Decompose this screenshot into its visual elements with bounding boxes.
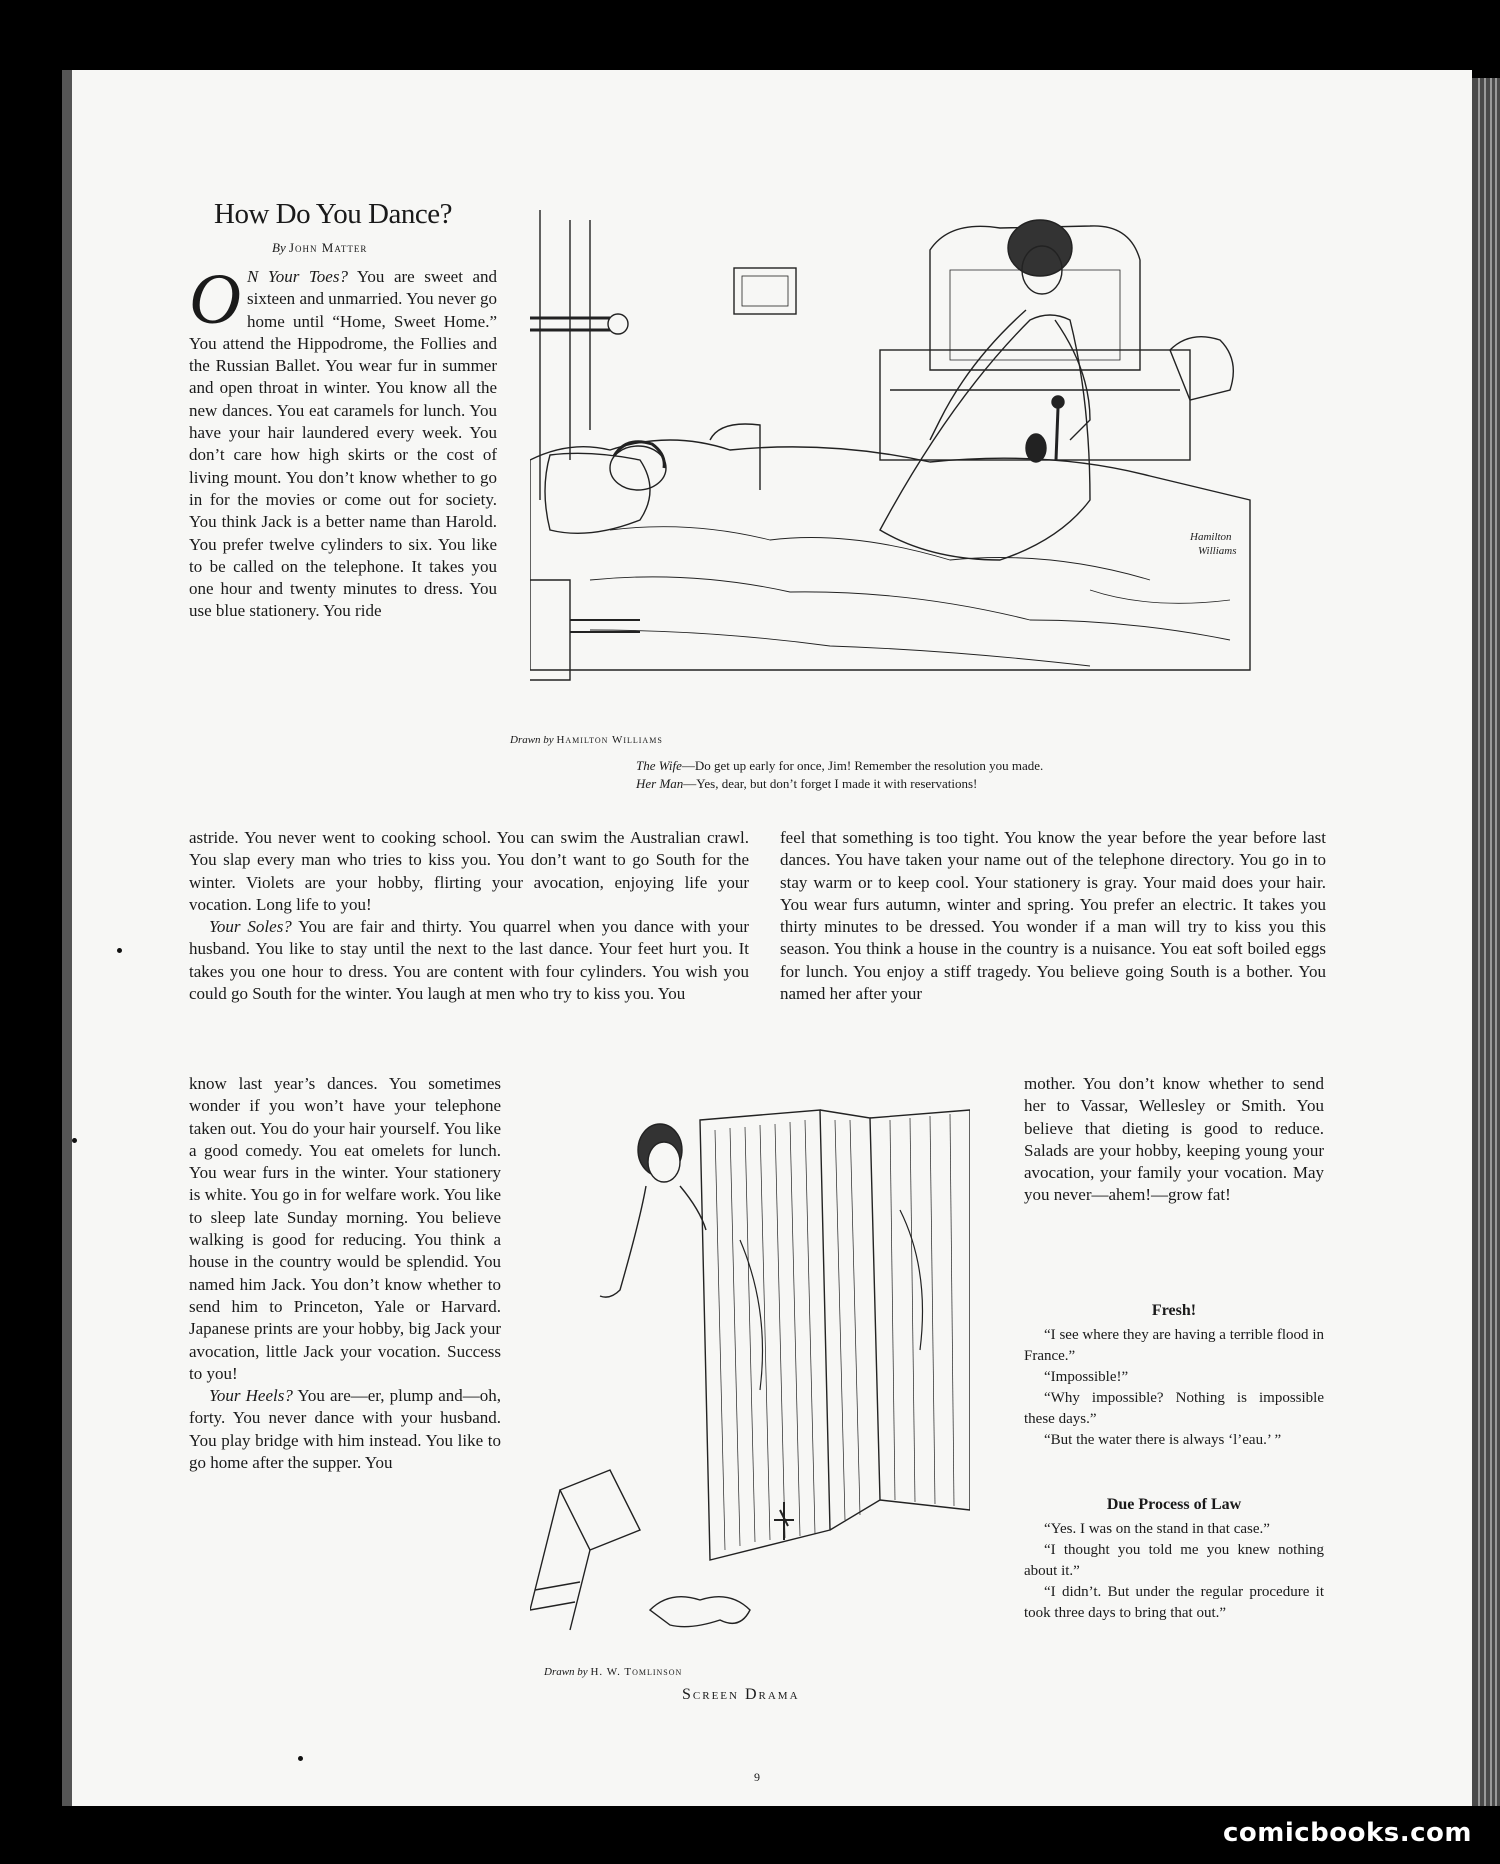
speck bbox=[72, 1138, 77, 1143]
bedroom-illustration bbox=[530, 200, 1330, 720]
speck bbox=[117, 948, 122, 953]
page-gutter-shadow bbox=[62, 70, 72, 1806]
page-stack-edge bbox=[1472, 78, 1500, 1806]
column-right-middle bbox=[780, 827, 1326, 1071]
top-illustration-caption bbox=[636, 758, 1326, 792]
fresh-heading: Fresh! bbox=[1151, 1302, 1197, 1319]
top-illustration-credit bbox=[510, 734, 663, 746]
column-left-top bbox=[189, 266, 497, 824]
caption-speaker: The Wife bbox=[636, 758, 682, 773]
caption-speaker: Her Man bbox=[636, 776, 684, 791]
credit-artist: Hamilton Williams bbox=[556, 734, 663, 746]
watermark: comicbooks.com bbox=[1222, 1818, 1472, 1848]
drop-cap: O bbox=[189, 266, 241, 339]
column-left-bottom bbox=[189, 1073, 501, 1667]
page-number: 9 bbox=[754, 1770, 760, 1784]
caption-text: —Yes, dear, but don’t forget I made it with reservations! bbox=[683, 776, 978, 791]
folding-screen-illustration bbox=[530, 1090, 970, 1650]
paragraph-soles: You are fair and thirty. You quarrel when you dance with your husband. You like to stay until the next to the last dance. Your feet hurt you. It takes you one hour to dress. You are content with four cylinders. You wish you could go South for the winter. You laugh at men who try to kiss you. You bbox=[189, 917, 749, 1004]
section-lead-heels: Your Heels? bbox=[209, 1386, 293, 1406]
byline bbox=[272, 240, 367, 256]
fresh-line: “But the water there is always ‘l’eau.’ ” bbox=[1044, 1432, 1282, 1448]
fresh-line: “Impossible!” bbox=[1044, 1369, 1129, 1385]
byline-author: John Matter bbox=[288, 240, 368, 255]
section-lead-soles: Your Soles? bbox=[209, 917, 292, 937]
law-heading: Due Process of Law bbox=[1106, 1496, 1242, 1513]
law-line: “I didn’t. But under the regular procedure it took three days to bring that out.” bbox=[1024, 1584, 1324, 1621]
article-title: How Do You Dance? bbox=[214, 198, 452, 230]
law-line: “I thought you told me you knew nothing about it.” bbox=[1024, 1542, 1324, 1579]
column-left-middle bbox=[189, 827, 749, 1071]
paragraph-right-continued: mother. You don’t know whether to send her to Vassar, Wellesley or Smith. You believe that dieting is good to reduce. Salads are your hobby, keeping young your avocation, your family your vocation. May you never—ahem!—grow fat! bbox=[1024, 1074, 1324, 1205]
svg-text:Williams: Williams bbox=[1198, 545, 1237, 557]
column-right-bottom bbox=[1024, 1073, 1324, 1303]
paragraph-soles-continued: know last year’s dances. You sometimes wonder if you won’t have your telephone taken out. You do your hair yourself. You like a good comedy. You eat omelets for lunch. You wear furs in the winter. Your stationery is white. You go in for welfare work. You like to sleep late Sunday morning. You believe walking is good for reducing. You think a house in the country would be splendid. You named him Jack. You don’t know whether to send him to Princeton, Yale or Harvard. Japanese prints are your hobby, big Jack your avocation, little Jack your vocation. Success to you! bbox=[189, 1074, 501, 1383]
section-lead-toes: N Your Toes? bbox=[247, 267, 348, 286]
paragraph-toes: You are sweet and sixteen and unmarried. You never go home until “Home, Sweet Home.” You attend the Hippodrome, the Follies and the Russian Ballet. You wear fur in summer and open throat in winter. You know all the new dances. You eat caramels for lunch. You have your hair laundered every week. You don’t care how high skirts or the cost of living mount. You don’t know whether to go in for the movies or come out for society. You think Jack is a better name than Harold. You prefer twelve cylinders to six. You like to be called on the telephone. It takes you one hour and twenty minutes to dress. You use blue stationery. You ride bbox=[189, 267, 497, 621]
credit-prefix: Drawn by bbox=[510, 734, 554, 746]
byline-prefix: By bbox=[272, 240, 286, 255]
bottom-illustration-credit bbox=[544, 1666, 682, 1678]
paragraph-heels: You are—er, plump and—oh, forty. You never dance with your husband. You play bridge with him instead. You like to go home after the supper. You bbox=[189, 1386, 501, 1473]
caption-text: —Do get up early for once, Jim! Remember the resolution you made. bbox=[681, 758, 1044, 773]
law-line: “Yes. I was on the stand in that case.” bbox=[1044, 1521, 1270, 1537]
caption-line-2 bbox=[636, 776, 1326, 792]
fresh-joke bbox=[1024, 1300, 1324, 1451]
caption-line-1 bbox=[636, 758, 1326, 774]
fresh-line: “I see where they are having a terrible flood in France.” bbox=[1024, 1327, 1324, 1364]
credit-artist: H. W. Tomlinson bbox=[590, 1666, 683, 1678]
magazine-title: Screen Drama bbox=[682, 1686, 800, 1703]
credit-prefix: Drawn by bbox=[544, 1666, 588, 1678]
paragraph-right: feel that something is too tight. You know the year before the year before last dances. You have taken your name out of the telephone directory. You go in to stay warm or to keep cool. Your stationery is gray. Your maid does your hair. You wear furs autumn, winter and spring. You prefer an electric. It takes you thirty minutes to be dressed. You wonder if a man will try to kiss you this season. You think a house in the country is a nuisance. You eat soft boiled eggs for lunch. You enjoy a stiff tragedy. You believe going South is a bother. You named her after your bbox=[780, 828, 1326, 1004]
law-joke bbox=[1024, 1494, 1324, 1624]
fresh-line: “Why impossible? Nothing is impossible these days.” bbox=[1024, 1390, 1324, 1427]
speck bbox=[298, 1756, 303, 1761]
paragraph-toes-continued: astride. You never went to cooking school. You can swim the Australian crawl. You slap every man who tries to kiss you. You don’t want to go South for the winter. Violets are your hobby, flirting your avocation, enjoying life your vocation. Long life to you! bbox=[189, 828, 749, 914]
svg-text:Hamilton: Hamilton bbox=[1190, 531, 1232, 543]
